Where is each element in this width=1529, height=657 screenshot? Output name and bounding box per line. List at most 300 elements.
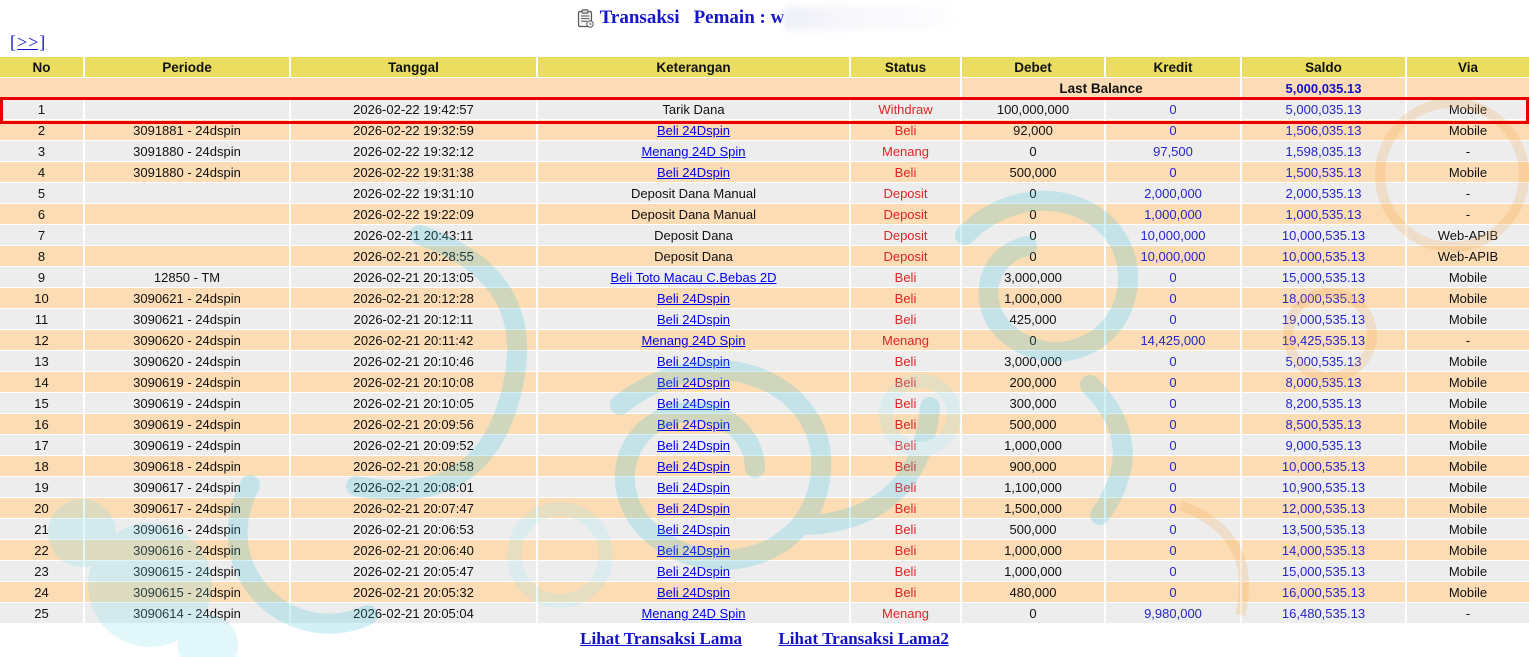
row-no: 1 [0,99,85,120]
row-kredit: 0 [1106,540,1242,561]
row-periode: 3090617 - 24dspin [85,477,291,498]
row-saldo: 15,000,535.13 [1242,561,1407,582]
row-periode [85,183,291,204]
row-via: Mobile [1407,267,1529,288]
row-status: Menang [851,603,962,624]
row-periode: 3091880 - 24dspin [85,141,291,162]
keterangan-link[interactable]: Beli 24Dspin [657,164,730,180]
row-tanggal: 2026-02-22 19:22:09 [291,204,538,225]
row-no: 13 [0,351,85,372]
row-debet: 1,000,000 [962,288,1106,309]
row-debet: 3,000,000 [962,267,1106,288]
row-via: - [1407,204,1529,225]
row-debet: 0 [962,183,1106,204]
row-periode: 12850 - TM [85,267,291,288]
row-tanggal: 2026-02-21 20:07:47 [291,498,538,519]
row-status: Beli [851,309,962,330]
header-kredit: Kredit [1106,57,1242,78]
row-periode [85,225,291,246]
row-keterangan [538,162,851,183]
row-status: Beli [851,393,962,414]
row-tanggal: 2026-02-22 19:31:38 [291,162,538,183]
table-row [0,603,1529,624]
row-via: - [1407,141,1529,162]
keterangan-link[interactable]: Beli 24Dspin [657,122,730,138]
row-no: 11 [0,309,85,330]
table-row [0,141,1529,162]
row-keterangan [538,393,851,414]
keterangan-link[interactable]: Beli 24Dspin [657,353,730,369]
row-kredit: 0 [1106,477,1242,498]
row-no: 3 [0,141,85,162]
table-row [0,372,1529,393]
row-via: Mobile [1407,393,1529,414]
header-tanggal: Tanggal [291,57,538,78]
keterangan-link[interactable]: Beli 24Dspin [657,563,730,579]
row-keterangan [538,456,851,477]
keterangan-text: Deposit Dana [654,227,733,243]
row-debet: 1,000,000 [962,435,1106,456]
keterangan-text: Deposit Dana [654,248,733,264]
row-status: Deposit [851,183,962,204]
row-saldo: 16,000,535.13 [1242,582,1407,603]
row-status: Beli [851,351,962,372]
row-saldo: 8,200,535.13 [1242,393,1407,414]
row-status: Menang [851,141,962,162]
row-via: Mobile [1407,288,1529,309]
row-status: Beli [851,582,962,603]
row-saldo: 1,000,535.13 [1242,204,1407,225]
row-saldo: 15,000,535.13 [1242,267,1407,288]
row-kredit: 14,425,000 [1106,330,1242,351]
row-tanggal: 2026-02-22 19:32:12 [291,141,538,162]
row-debet: 0 [962,330,1106,351]
row-no: 25 [0,603,85,624]
row-status: Beli [851,267,962,288]
row-tanggal: 2026-02-21 20:05:32 [291,582,538,603]
keterangan-text: Deposit Dana Manual [630,185,757,201]
lihat-transaksi-lama2-link[interactable]: Lihat Transaksi Lama2 [778,629,949,648]
row-via: Mobile [1407,582,1529,603]
row-tanggal: 2026-02-22 19:42:57 [291,99,538,120]
keterangan-link[interactable]: Beli 24Dspin [657,374,730,390]
row-status: Withdraw [851,99,962,120]
row-debet: 300,000 [962,393,1106,414]
row-debet: 200,000 [962,372,1106,393]
transactions-body [0,78,1529,624]
row-saldo: 18,000,535.13 [1242,288,1407,309]
row-tanggal: 2026-02-22 19:32:59 [291,120,538,141]
row-periode: 3090621 - 24dspin [85,309,291,330]
row-periode: 3090619 - 24dspin [85,435,291,456]
row-status: Deposit [851,204,962,225]
row-periode: 3090619 - 24dspin [85,414,291,435]
table-row [0,414,1529,435]
table-row [0,330,1529,351]
header-keterangan: Keterangan [538,57,851,78]
row-saldo: 1,500,535.13 [1242,162,1407,183]
row-keterangan [538,582,851,603]
row-kredit: 0 [1106,498,1242,519]
row-tanggal: 2026-02-21 20:08:01 [291,477,538,498]
row-tanggal: 2026-02-21 20:13:05 [291,267,538,288]
row-keterangan [538,183,851,204]
row-periode: 3091881 - 24dspin [85,120,291,141]
row-saldo: 10,900,535.13 [1242,477,1407,498]
row-periode [85,99,291,120]
row-kredit: 0 [1106,435,1242,456]
row-tanggal: 2026-02-21 20:43:11 [291,225,538,246]
row-saldo: 2,000,535.13 [1242,183,1407,204]
row-keterangan [538,141,851,162]
row-tanggal: 2026-02-21 20:12:11 [291,309,538,330]
row-saldo: 16,480,535.13 [1242,603,1407,624]
row-tanggal: 2026-02-21 20:11:42 [291,330,538,351]
row-kredit: 0 [1106,519,1242,540]
redacted-player-name [784,6,952,30]
row-via: Mobile [1407,120,1529,141]
row-keterangan [538,246,851,267]
row-tanggal: 2026-02-21 20:12:28 [291,288,538,309]
row-keterangan [538,519,851,540]
row-status: Beli [851,561,962,582]
row-via: Mobile [1407,162,1529,183]
footer-links [0,629,1529,649]
row-debet: 0 [962,246,1106,267]
header-no: No [0,57,85,78]
table-row [0,309,1529,330]
table-row-highlighted [0,99,1529,120]
row-no: 17 [0,435,85,456]
row-kredit: 10,000,000 [1106,246,1242,267]
table-row [0,393,1529,414]
row-via: Mobile [1407,477,1529,498]
row-keterangan [538,561,851,582]
table-row [0,561,1529,582]
row-via: Mobile [1407,498,1529,519]
row-tanggal: 2026-02-21 20:06:53 [291,519,538,540]
row-no: 6 [0,204,85,225]
transactions-table [0,57,1529,624]
row-debet: 3,000,000 [962,351,1106,372]
last-balance-value: 5,000,035.13 [1242,78,1407,99]
keterangan-link[interactable]: Beli 24Dspin [657,479,730,495]
row-via: Mobile [1407,351,1529,372]
row-keterangan [538,498,851,519]
row-periode: 3090618 - 24dspin [85,456,291,477]
table-row [0,267,1529,288]
row-debet: 0 [962,225,1106,246]
row-kredit: 0 [1106,414,1242,435]
row-tanggal: 2026-02-21 20:10:46 [291,351,538,372]
row-keterangan [538,414,851,435]
row-keterangan [538,477,851,498]
row-saldo: 19,425,535.13 [1242,330,1407,351]
keterangan-link[interactable]: Beli 24Dspin [657,416,730,432]
row-saldo: 14,000,535.13 [1242,540,1407,561]
row-via: Mobile [1407,309,1529,330]
row-no: 24 [0,582,85,603]
row-periode: 3090620 - 24dspin [85,330,291,351]
row-status: Beli [851,435,962,456]
row-no: 20 [0,498,85,519]
keterangan-text: Tarik Dana [662,101,725,117]
row-saldo: 10,000,535.13 [1242,225,1407,246]
row-kredit: 0 [1106,288,1242,309]
row-status: Beli [851,477,962,498]
row-keterangan [538,99,851,120]
row-periode [85,204,291,225]
row-no: 4 [0,162,85,183]
row-via: Web-APIB [1407,246,1529,267]
table-row [0,162,1529,183]
header-status: Status [851,57,962,78]
row-tanggal: 2026-02-21 20:05:47 [291,561,538,582]
row-kredit: 0 [1106,393,1242,414]
row-status: Beli [851,162,962,183]
row-periode: 3090615 - 24dspin [85,582,291,603]
lihat-transaksi-lama-link[interactable]: Lihat Transaksi Lama [580,629,743,648]
row-via: Mobile [1407,414,1529,435]
row-status: Beli [851,414,962,435]
row-via: Mobile [1407,561,1529,582]
row-saldo: 12,000,535.13 [1242,498,1407,519]
row-status: Deposit [851,225,962,246]
row-debet: 480,000 [962,582,1106,603]
row-tanggal: 2026-02-21 20:06:40 [291,540,538,561]
row-debet: 100,000,000 [962,99,1106,120]
row-status: Deposit [851,246,962,267]
row-kredit: 0 [1106,120,1242,141]
row-saldo: 1,598,035.13 [1242,141,1407,162]
row-kredit: 0 [1106,267,1242,288]
keterangan-link[interactable]: Beli 24Dspin [657,500,730,516]
row-kredit: 0 [1106,372,1242,393]
keterangan-link[interactable]: Beli 24Dspin [657,521,730,537]
row-debet: 900,000 [962,456,1106,477]
row-kredit: 0 [1106,162,1242,183]
row-no: 15 [0,393,85,414]
row-keterangan [538,351,851,372]
row-periode: 3091880 - 24dspin [85,162,291,183]
row-keterangan [538,204,851,225]
page-title-bar [0,6,1529,33]
row-debet: 1,000,000 [962,561,1106,582]
row-kredit: 97,500 [1106,141,1242,162]
row-via: Mobile [1407,540,1529,561]
last-balance-spacer [0,78,962,99]
row-via: Mobile [1407,99,1529,120]
row-no: 5 [0,183,85,204]
row-kredit: 0 [1106,561,1242,582]
header-debet: Debet [962,57,1106,78]
row-no: 21 [0,519,85,540]
header-saldo: Saldo [1242,57,1407,78]
row-kredit: 0 [1106,351,1242,372]
row-no: 16 [0,414,85,435]
keterangan-link[interactable]: Menang 24D Spin [641,143,746,159]
row-kredit: 1,000,000 [1106,204,1242,225]
keterangan-link[interactable]: Beli 24Dspin [657,290,730,306]
row-kredit: 2,000,000 [1106,183,1242,204]
row-no: 7 [0,225,85,246]
row-periode: 3090614 - 24dspin [85,603,291,624]
row-keterangan [538,330,851,351]
row-status: Beli [851,120,962,141]
row-tanggal: 2026-02-21 20:05:04 [291,603,538,624]
row-debet: 1,000,000 [962,540,1106,561]
row-status: Beli [851,519,962,540]
keterangan-link[interactable]: Beli 24Dspin [657,437,730,453]
table-row [0,456,1529,477]
row-via: - [1407,183,1529,204]
row-saldo: 1,506,035.13 [1242,120,1407,141]
table-row [0,435,1529,456]
row-keterangan [538,540,851,561]
row-via: Web-APIB [1407,225,1529,246]
row-periode: 3090616 - 24dspin [85,519,291,540]
row-periode: 3090621 - 24dspin [85,288,291,309]
row-tanggal: 2026-02-22 19:31:10 [291,183,538,204]
row-keterangan [538,267,851,288]
row-no: 23 [0,561,85,582]
row-debet: 0 [962,141,1106,162]
row-saldo: 8,500,535.13 [1242,414,1407,435]
row-keterangan [538,435,851,456]
keterangan-link[interactable]: Beli 24Dspin [657,311,730,327]
row-debet: 0 [962,603,1106,624]
row-status: Menang [851,330,962,351]
row-status: Beli [851,372,962,393]
row-keterangan [538,225,851,246]
keterangan-link[interactable]: Beli Toto Macau C.Bebas 2D [610,269,777,285]
table-row [0,183,1529,204]
row-no: 18 [0,456,85,477]
table-row [0,225,1529,246]
row-kredit: 0 [1106,99,1242,120]
row-no: 12 [0,330,85,351]
row-saldo: 13,500,535.13 [1242,519,1407,540]
row-debet: 92,000 [962,120,1106,141]
row-kredit: 0 [1106,582,1242,603]
row-saldo: 19,000,535.13 [1242,309,1407,330]
table-header-row [0,57,1529,78]
row-periode: 3090616 - 24dspin [85,540,291,561]
table-row [0,477,1529,498]
row-no: 14 [0,372,85,393]
row-periode: 3090619 - 24dspin [85,372,291,393]
row-no: 2 [0,120,85,141]
row-keterangan [538,603,851,624]
row-keterangan [538,309,851,330]
last-balance-via-spacer [1407,78,1529,99]
keterangan-link[interactable]: Menang 24D Spin [641,605,746,621]
row-saldo: 9,000,535.13 [1242,435,1407,456]
row-via: Mobile [1407,435,1529,456]
table-row [0,582,1529,603]
row-no: 22 [0,540,85,561]
row-periode: 3090619 - 24dspin [85,393,291,414]
row-tanggal: 2026-02-21 20:10:08 [291,372,538,393]
keterangan-link[interactable]: Beli 24Dspin [657,584,730,600]
table-row [0,246,1529,267]
table-row [0,351,1529,372]
row-periode [85,246,291,267]
row-saldo: 5,000,535.13 [1242,351,1407,372]
page-title: Transaksi [599,7,680,28]
keterangan-link[interactable]: Menang 24D Spin [641,332,746,348]
row-via: Mobile [1407,519,1529,540]
row-kredit: 9,980,000 [1106,603,1242,624]
row-debet: 500,000 [962,162,1106,183]
row-debet: 425,000 [962,309,1106,330]
keterangan-link[interactable]: Beli 24Dspin [657,542,730,558]
row-status: Beli [851,498,962,519]
row-saldo: 5,000,035.13 [1242,99,1407,120]
row-status: Beli [851,288,962,309]
row-saldo: 10,000,535.13 [1242,456,1407,477]
row-tanggal: 2026-02-21 20:28:55 [291,246,538,267]
next-page-link[interactable]: [>>] [10,32,47,52]
row-status: Beli [851,456,962,477]
header-periode: Periode [85,57,291,78]
row-tanggal: 2026-02-21 20:10:05 [291,393,538,414]
row-kredit: 0 [1106,456,1242,477]
row-debet: 0 [962,204,1106,225]
row-via: - [1407,603,1529,624]
row-debet: 500,000 [962,414,1106,435]
row-no: 9 [0,267,85,288]
keterangan-link[interactable]: Beli 24Dspin [657,458,730,474]
row-debet: 1,500,000 [962,498,1106,519]
row-tanggal: 2026-02-21 20:09:56 [291,414,538,435]
table-row [0,498,1529,519]
row-via: Mobile [1407,372,1529,393]
last-balance-label: Last Balance [962,78,1242,99]
row-keterangan [538,372,851,393]
table-row [0,120,1529,141]
row-kredit: 0 [1106,309,1242,330]
keterangan-text: Deposit Dana Manual [630,206,757,222]
row-saldo: 8,000,535.13 [1242,372,1407,393]
row-status: Beli [851,540,962,561]
row-keterangan [538,120,851,141]
table-row [0,288,1529,309]
row-via: Mobile [1407,456,1529,477]
header-via: Via [1407,57,1529,78]
row-saldo: 10,000,535.13 [1242,246,1407,267]
keterangan-link[interactable]: Beli 24Dspin [657,395,730,411]
row-no: 10 [0,288,85,309]
row-kredit: 10,000,000 [1106,225,1242,246]
row-tanggal: 2026-02-21 20:08:58 [291,456,538,477]
row-periode: 3090620 - 24dspin [85,351,291,372]
row-no: 19 [0,477,85,498]
row-debet: 1,100,000 [962,477,1106,498]
player-label: Pemain : w [693,7,785,28]
row-tanggal: 2026-02-21 20:09:52 [291,435,538,456]
clipboard-icon [577,9,594,28]
row-keterangan [538,288,851,309]
row-via: - [1407,330,1529,351]
row-no: 8 [0,246,85,267]
table-row [0,540,1529,561]
row-periode: 3090617 - 24dspin [85,498,291,519]
table-row [0,204,1529,225]
row-debet: 500,000 [962,519,1106,540]
table-row [0,519,1529,540]
last-balance-row [0,78,1529,99]
